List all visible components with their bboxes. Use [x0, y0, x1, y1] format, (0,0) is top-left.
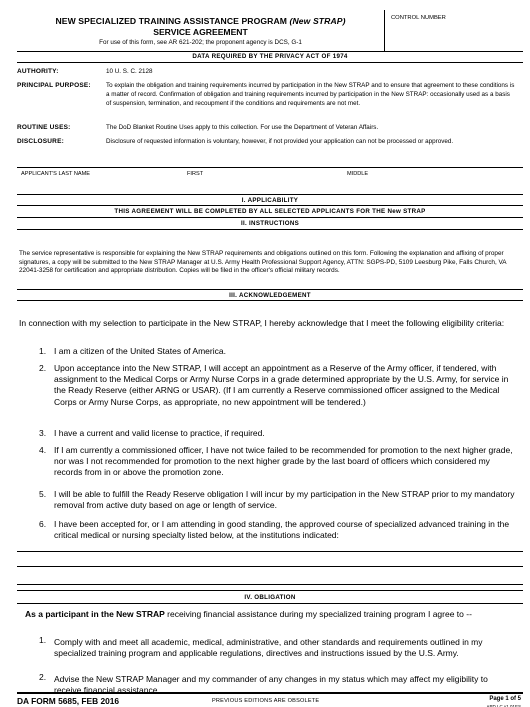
principal-purpose-label: PRINCIPAL PURPOSE:: [17, 82, 91, 89]
form-footer: [17, 692, 523, 706]
routine-uses-text: The DoD Blanket Routine Uses apply to this collection. For use the Department of Veteran Affairs.: [106, 124, 379, 131]
form-title-italic: (New STRAP): [289, 16, 346, 26]
item-number: 6.: [39, 519, 47, 529]
institution-line-1[interactable]: [17, 551, 523, 552]
item-text: Upon acceptance into the New STRAP, I will accept an appointment as a Reserve of the Army officer, if tendered, with assignment to the Medical Corps or Army Nurse Corps in a grade determined appropriate by the U.S. Army, for service in the Ready Reserve (either ARNG or USAR). (If I am currently a Reserve commissioned officer assigned to the Medical Corps or Army Nurse Corps, as appropriate, no new appointment will be tendered.): [54, 363, 509, 407]
control-number-label: CONTROL NUMBER: [391, 15, 446, 21]
form-number: DA FORM 5685, FEB 2016: [17, 696, 120, 706]
form-title-block: [17, 10, 385, 52]
item-text: I have a current and valid license to practice, if required.: [54, 428, 265, 438]
first-name-label: FIRST: [187, 171, 204, 177]
section-obligation-heading: IV. OBLIGATION: [17, 590, 523, 604]
applicant-name-field[interactable]: [17, 167, 523, 193]
item-text: I am a citizen of the United States of America.: [54, 346, 226, 356]
institution-line-3[interactable]: [17, 584, 523, 585]
form-subtitle: SERVICE AGREEMENT: [153, 27, 248, 37]
apd-version: APD LC v1.01ES: [486, 704, 521, 707]
disclosure-label: DISCLOSURE:: [17, 138, 64, 145]
middle-name-label: MIDDLE: [347, 171, 369, 177]
previous-editions-note: PREVIOUS EDITIONS ARE OBSOLETE: [212, 698, 320, 704]
item-number: 5.: [39, 489, 47, 499]
institution-line-2[interactable]: [17, 566, 523, 567]
applicability-note: THIS AGREEMENT WILL BE COMPLETED BY ALL SELECTED APPLICANTS FOR THE New STRAP: [17, 206, 523, 218]
acknowledgement-intro: In connection with my selection to participate in the New STRAP, I hereby acknowledge that I meet the following eligibility criteria:: [19, 318, 505, 328]
item-number: 3.: [39, 428, 47, 438]
item-text: Advise the New STRAP Manager and my commander of any changes in my status which may affect my eligibility to receive financial assistance.: [54, 674, 488, 696]
privacy-act-heading: DATA REQUIRED BY THE PRIVACY ACT OF 1974: [17, 52, 523, 63]
authority-text: 10 U. S. C. 2128: [106, 68, 153, 75]
item-number: 1.: [39, 346, 47, 356]
item-text: I have been accepted for, or I am attending in good standing, the approved course of specialized advanced training in the critical medical or nursing specialty listed below, at the institutions indicated:: [54, 519, 510, 541]
section-acknowledgement-heading: III. ACKNOWLEDGEMENT: [17, 289, 523, 301]
item-text: If I am currently a commissioned officer, I have not twice failed to be recommended for promotion to the next higher grade, nor was I not recommended for promotion to the next higher grade by the last board of officers which considered my records from in or above the promotion zone.: [54, 445, 513, 478]
item-number: 2.: [39, 672, 47, 682]
form-header: [17, 10, 523, 52]
item-text: I will be able to fulfill the Ready Reserve obligation I will incur by my participation in the New STRAP prior to my mandatory removal from active duty based on age or length of service.: [54, 489, 515, 511]
page-number: Page 1 of 5: [489, 696, 521, 702]
form-title: [17, 16, 384, 26]
instructions-text: The service representative is responsible for explaining the New STRAP requirements and obligations outlined on this form. Following the explanation and affixing of proper signatures, a copy will be submitted to the New STRAP Manager at U.S. Army Health Professional Support Agency, ATTN: SGPS-PD, 5109 Leesburg Pike, Falls Church, VA 22041-3258 for certification and appropriate distribution. Copies will be filed in the officer's official military records.: [19, 250, 507, 275]
obligation-intro-bold: As a participant in the New STRAP: [25, 609, 165, 619]
form-title-main: NEW SPECIALIZED TRAINING ASSISTANCE PROGRAM: [55, 16, 288, 26]
section-instructions-heading: II. INSTRUCTIONS: [17, 218, 523, 230]
obligation-intro-rest: receiving financial assistance during my specialized training program I agree to --: [164, 609, 472, 619]
last-name-label: APPLICANT'S LAST NAME: [21, 171, 91, 177]
disclosure-text: Disclosure of requested information is voluntary, however, if not provided your application can not be processed or approved.: [106, 138, 454, 145]
proponent-note: For use of this form, see AR 621-202; the proponent agency is DCS, G-1: [99, 39, 302, 46]
item-text: Comply with and meet all academic, medical, administrative, and other standards and requirements outlined in my specialized training program and applicable regulations, directives and instructions issued by the U.S. Army.: [54, 637, 483, 659]
form-page: [17, 10, 523, 707]
item-number: 4.: [39, 445, 47, 455]
item-number: 2.: [39, 363, 47, 373]
principal-purpose-text: To explain the obligation and training requirements incurred by participation in the New STRAP and to ensure that agreement to these conditions is a matter of record. Confirmation of obligation and training requirements incurred by participation in the New STRAP: occasionally used as a basis of suspension, termination, and recoupment if the conditions and requirements are not met.: [106, 82, 515, 107]
authority-label: AUTHORITY:: [17, 68, 59, 75]
routine-uses-label: ROUTINE USES:: [17, 124, 71, 131]
item-number: 1.: [39, 635, 47, 645]
section-applicability-heading: I. APPLICABILITY: [17, 194, 523, 206]
obligation-intro: [25, 609, 520, 620]
